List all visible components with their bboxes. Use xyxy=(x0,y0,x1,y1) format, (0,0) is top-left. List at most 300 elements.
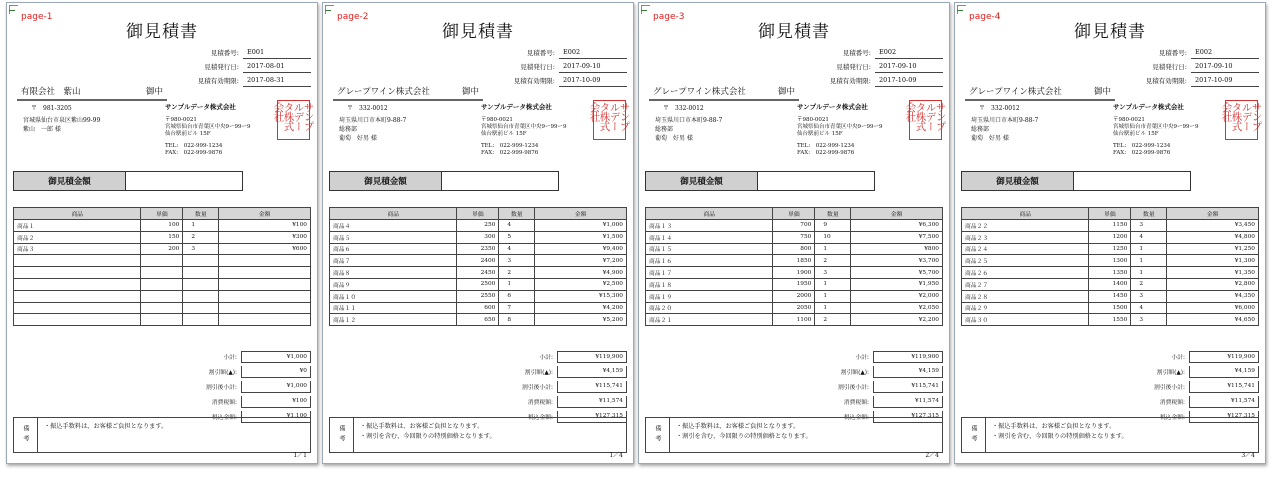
meta-label: 見積発行日: xyxy=(204,63,239,71)
client-honorific: 御中 xyxy=(145,87,163,97)
item-name-cell: 商品１３ xyxy=(646,220,773,232)
item-name-cell xyxy=(14,314,141,326)
remark-line: ・割引を含む、今回限りの特別価格となります。 xyxy=(676,433,812,440)
item-name-cell: 商品１４ xyxy=(646,231,773,243)
client-person: 葡萄 好男 様 xyxy=(655,135,693,142)
summary-label: 消費税額: xyxy=(211,400,237,406)
summary-label: 割引額(▲): xyxy=(1156,370,1185,376)
table-row xyxy=(330,255,627,267)
item-name-cell: 商品２７ xyxy=(962,278,1089,290)
discounted-subtotal-value: ¥1,000 xyxy=(241,381,311,393)
unit-price-cell xyxy=(141,302,183,314)
quantity-cell: 8 xyxy=(499,314,535,326)
company-tel: TEL: 022-999-1234 xyxy=(165,143,223,149)
quantity-cell: 5 xyxy=(499,231,535,243)
table-row xyxy=(14,255,311,267)
quantity-cell: 1 xyxy=(815,278,851,290)
quote-meta xyxy=(183,45,311,87)
item-name-cell: 商品６ xyxy=(330,243,457,255)
table-row xyxy=(14,231,311,243)
client-dept: 総務部 xyxy=(339,126,358,133)
quantity-cell: 1 xyxy=(815,302,851,314)
item-name-cell: 商品１２ xyxy=(330,314,457,326)
summary-label: 割引額(▲): xyxy=(840,370,869,376)
quantity-cell: 1 xyxy=(815,243,851,255)
quantity-cell: 7 xyxy=(499,302,535,314)
unit-price-cell: 1350 xyxy=(1089,267,1131,279)
amount-cell: ¥15,300 xyxy=(535,290,627,302)
client-dept: 総務部 xyxy=(655,126,674,133)
table-row xyxy=(646,220,943,232)
unit-price-cell: 600 xyxy=(457,302,499,314)
summary-label: 割引後小計: xyxy=(1154,385,1185,391)
quote-total-box xyxy=(13,171,243,191)
client-block xyxy=(17,85,167,134)
client-zip: 〒 332-0012 xyxy=(663,105,704,112)
unit-price-cell: 1550 xyxy=(1089,314,1131,326)
quote-number: E002 xyxy=(559,48,627,59)
page-title: 御見積書 xyxy=(126,22,198,42)
meta-label: 見積有効期限: xyxy=(1145,77,1187,85)
quote-total-value xyxy=(442,172,558,190)
summary-block xyxy=(815,349,943,424)
page-number: 1／1 xyxy=(293,452,307,459)
amount-cell: ¥1,250 xyxy=(1167,243,1259,255)
table-header-row xyxy=(646,208,943,220)
column-header-amount: 金額 xyxy=(535,208,627,220)
meta-label: 見積有効期限: xyxy=(197,77,239,85)
quantity-cell xyxy=(183,302,219,314)
amount-cell: ¥3,700 xyxy=(851,255,943,267)
unit-price-cell: 2350 xyxy=(457,243,499,255)
table-row xyxy=(14,302,311,314)
quote-number: E002 xyxy=(1191,48,1259,59)
unit-price-cell: 1250 xyxy=(1089,243,1131,255)
company-address: 宮城県仙台市青葉区中央9ー99ー9 xyxy=(165,124,251,130)
table-row xyxy=(962,302,1259,314)
summary-label: 税込金額: xyxy=(1159,415,1185,421)
company-zip: 〒980-0021 xyxy=(165,117,197,123)
client-name-line xyxy=(965,85,1115,101)
company-building: 仙台駅前ビル 15F xyxy=(1113,131,1159,137)
table-row xyxy=(330,302,627,314)
item-name-cell xyxy=(14,290,141,302)
unit-price-cell: 200 xyxy=(141,243,183,255)
remarks-label: 備考 xyxy=(14,418,38,452)
expiry-date: 2017-10-09 xyxy=(875,76,943,87)
unit-price-cell xyxy=(141,255,183,267)
company-block xyxy=(481,104,591,157)
subtotal-row xyxy=(499,349,627,364)
page-number: 2／4 xyxy=(925,452,939,459)
client-name-line xyxy=(333,85,483,101)
company-name: サンプルデータ株式会社 xyxy=(165,103,236,111)
meta-label: 見積発行日: xyxy=(520,63,555,71)
item-name-cell: 商品１６ xyxy=(646,255,773,267)
amount-cell: ¥4,800 xyxy=(1167,231,1259,243)
remarks-text xyxy=(38,418,310,452)
discount-row xyxy=(815,364,943,379)
table-row xyxy=(646,243,943,255)
item-name-cell: 商品２ xyxy=(14,231,141,243)
amount-cell: ¥7,500 xyxy=(851,231,943,243)
summary-label: 税込金額: xyxy=(527,415,553,421)
page-label: page-2 xyxy=(337,12,369,22)
quote-page[interactable] xyxy=(954,2,1266,464)
unit-price-cell: 2050 xyxy=(773,302,815,314)
quote-meta xyxy=(815,45,943,87)
grand-total-value: ¥127,315 xyxy=(873,411,943,423)
company-name: サンプルデータ株式会社 xyxy=(1113,103,1184,111)
unit-price-cell: 2550 xyxy=(457,290,499,302)
company-zip: 〒980-0021 xyxy=(1113,117,1145,123)
item-name-cell xyxy=(14,267,141,279)
discounted-subtotal-row xyxy=(183,379,311,394)
table-row xyxy=(646,278,943,290)
grand-total-value: ¥1,100 xyxy=(241,411,311,423)
quote-total-value xyxy=(758,172,874,190)
client-person: 葡萄 好男 様 xyxy=(971,135,1009,142)
unit-price-cell xyxy=(141,278,183,290)
table-row xyxy=(330,220,627,232)
table-row xyxy=(330,243,627,255)
grand-total-value: ¥127,315 xyxy=(1189,411,1259,423)
quote-page[interactable] xyxy=(638,2,950,464)
amount-cell: ¥600 xyxy=(219,243,311,255)
quantity-cell: 2 xyxy=(815,255,851,267)
column-header-item: 商品 xyxy=(330,208,457,220)
discounted-subtotal-row xyxy=(499,379,627,394)
summary-block xyxy=(183,349,311,424)
expiry-date: 2017-10-09 xyxy=(1191,76,1259,87)
remarks-box xyxy=(13,417,311,453)
quantity-cell xyxy=(183,255,219,267)
item-name-cell xyxy=(14,278,141,290)
unit-price-cell: 1200 xyxy=(1089,231,1131,243)
client-name: グレープワイン株式会社 xyxy=(653,87,746,97)
company-fax: FAX: 022-999-9876 xyxy=(481,150,539,156)
quantity-cell: 4 xyxy=(499,243,535,255)
company-address: 宮城県仙台市青葉区中央9ー99ー9 xyxy=(481,124,567,130)
amount-cell xyxy=(219,267,311,279)
item-name-cell: 商品９ xyxy=(330,278,457,290)
quote-total-label: 御見積金額 xyxy=(962,172,1074,190)
column-header-qty: 数量 xyxy=(499,208,535,220)
client-person: 紫山 一郎 様 xyxy=(23,126,61,133)
unit-price-cell: 1100 xyxy=(773,314,815,326)
unit-price-cell: 800 xyxy=(773,243,815,255)
expiry-date: 2017-10-09 xyxy=(559,76,627,87)
table-row xyxy=(646,231,943,243)
quantity-cell xyxy=(183,267,219,279)
page-corner-icon xyxy=(641,5,650,14)
quantity-cell: 1 xyxy=(499,278,535,290)
tax-value: ¥11,574 xyxy=(873,396,943,408)
meta-row xyxy=(499,59,627,73)
column-header-price: 単価 xyxy=(1089,208,1131,220)
quantity-cell: 4 xyxy=(1131,231,1167,243)
summary-label: 割引額(▲): xyxy=(524,370,553,376)
amount-cell xyxy=(219,302,311,314)
client-name-line xyxy=(649,85,799,101)
item-name-cell: 商品３ xyxy=(14,243,141,255)
tax-row xyxy=(815,394,943,409)
summary-block xyxy=(1131,349,1259,424)
quantity-cell: 1 xyxy=(1131,267,1167,279)
item-name-cell: 商品２５ xyxy=(962,255,1089,267)
client-address: 宮城県仙台市泉区紫山99-99 xyxy=(23,117,101,124)
meta-row xyxy=(183,59,311,73)
amount-cell: ¥800 xyxy=(851,243,943,255)
summary-label: 割引後小計: xyxy=(206,385,237,391)
items-table xyxy=(13,207,311,326)
table-row xyxy=(646,290,943,302)
amount-cell: ¥7,200 xyxy=(535,255,627,267)
client-zip: 〒 332-0012 xyxy=(347,105,388,112)
client-name: 有限会社 紫山 xyxy=(21,87,81,97)
unit-price-cell xyxy=(141,267,183,279)
meta-label: 見積番号: xyxy=(842,49,871,57)
client-address: 埼玉県川口市本町9-88-7 xyxy=(339,117,407,124)
company-block xyxy=(165,104,275,157)
client-honorific: 御中 xyxy=(1093,87,1111,97)
client-address: 埼玉県川口市本町9-88-7 xyxy=(655,117,723,124)
item-name-cell: 商品２９ xyxy=(962,302,1089,314)
page-label: page-4 xyxy=(969,12,1001,22)
remarks-box xyxy=(961,417,1259,453)
quote-number: E002 xyxy=(875,48,943,59)
discount-value: ¥0 xyxy=(241,366,311,378)
table-row xyxy=(330,267,627,279)
amount-cell: ¥100 xyxy=(219,220,311,232)
page-title: 御見積書 xyxy=(758,22,830,42)
item-name-cell: 商品２８ xyxy=(962,290,1089,302)
page-number: 3／4 xyxy=(1241,452,1255,459)
amount-cell: ¥2,800 xyxy=(1167,278,1259,290)
quantity-cell: 1 xyxy=(815,290,851,302)
summary-label: 消費税額: xyxy=(527,400,553,406)
discount-value: ¥4,159 xyxy=(1189,366,1259,378)
quote-number: E001 xyxy=(243,48,311,59)
company-seal-stamp: サンプルデータ株式会社 xyxy=(1225,100,1258,140)
amount-cell: ¥4,650 xyxy=(1167,314,1259,326)
quantity-cell: 1 xyxy=(1131,255,1167,267)
quantity-cell: 4 xyxy=(1131,302,1167,314)
amount-cell: ¥1,950 xyxy=(851,278,943,290)
quote-total-box xyxy=(645,171,875,191)
meta-label: 見積有効期限: xyxy=(829,77,871,85)
discounted-subtotal-row xyxy=(815,379,943,394)
table-row xyxy=(14,278,311,290)
quantity-cell xyxy=(183,278,219,290)
expiry-date: 2017-08-31 xyxy=(243,76,311,87)
table-row xyxy=(962,290,1259,302)
unit-price-cell: 1400 xyxy=(1089,278,1131,290)
remarks-label: 備考 xyxy=(330,418,354,452)
summary-label: 割引後小計: xyxy=(522,385,553,391)
amount-cell: ¥9,400 xyxy=(535,243,627,255)
company-address: 宮城県仙台市青葉区中央9ー99ー9 xyxy=(797,124,883,130)
tax-row xyxy=(499,394,627,409)
summary-label: 消費税額: xyxy=(1159,400,1185,406)
page-corner-icon xyxy=(9,5,18,14)
meta-label: 見積番号: xyxy=(526,49,555,57)
quote-total-value xyxy=(126,172,242,190)
page-title: 御見積書 xyxy=(1074,22,1146,42)
item-name-cell: 商品２１ xyxy=(646,314,773,326)
discounted-subtotal-row xyxy=(1131,379,1259,394)
company-tel: TEL: 022-999-1234 xyxy=(1113,143,1171,149)
item-name-cell: 商品１１ xyxy=(330,302,457,314)
table-row xyxy=(330,290,627,302)
discounted-subtotal-value: ¥115,741 xyxy=(1189,381,1259,393)
tax-value: ¥11,574 xyxy=(1189,396,1259,408)
unit-price-cell: 700 xyxy=(773,220,815,232)
table-header-row xyxy=(962,208,1259,220)
unit-price-cell: 2450 xyxy=(457,267,499,279)
meta-row xyxy=(1131,45,1259,59)
client-dept: 総務部 xyxy=(971,126,990,133)
meta-row xyxy=(815,45,943,59)
summary-label: 消費税額: xyxy=(843,400,869,406)
item-name-cell: 商品２４ xyxy=(962,243,1089,255)
amount-cell: ¥4,350 xyxy=(1167,290,1259,302)
page-label: page-3 xyxy=(653,12,685,22)
meta-row xyxy=(183,73,311,87)
client-honorific: 御中 xyxy=(461,87,479,97)
quote-total-value xyxy=(1074,172,1190,190)
table-row xyxy=(14,220,311,232)
unit-price-cell: 250 xyxy=(457,220,499,232)
unit-price-cell: 1300 xyxy=(1089,255,1131,267)
amount-cell: ¥1,000 xyxy=(535,220,627,232)
table-row xyxy=(14,314,311,326)
unit-price-cell: 1150 xyxy=(1089,220,1131,232)
summary-block xyxy=(499,349,627,424)
summary-label: 小計: xyxy=(223,355,237,361)
company-address: 宮城県仙台市青葉区中央9ー99ー9 xyxy=(1113,124,1199,130)
quote-total-label: 御見積金額 xyxy=(14,172,126,190)
table-row xyxy=(14,290,311,302)
quantity-cell: 6 xyxy=(499,290,535,302)
item-name-cell: 商品２３ xyxy=(962,231,1089,243)
table-row xyxy=(962,267,1259,279)
remark-line: ・振込手数料は、お客様ご負担となります。 xyxy=(676,423,800,430)
quote-meta xyxy=(499,45,627,87)
remark-line: ・振込手数料は、お客様ご負担となります。 xyxy=(360,423,484,430)
company-fax: FAX: 022-999-9876 xyxy=(1113,150,1171,156)
company-zip: 〒980-0021 xyxy=(481,117,513,123)
remarks-label: 備考 xyxy=(962,418,986,452)
tax-value: ¥100 xyxy=(241,396,311,408)
quote-page[interactable] xyxy=(322,2,634,464)
discount-value: ¥4,159 xyxy=(557,366,627,378)
unit-price-cell: 2500 xyxy=(457,278,499,290)
unit-price-cell: 2000 xyxy=(773,290,815,302)
client-info xyxy=(17,104,167,134)
table-row xyxy=(14,243,311,255)
amount-cell xyxy=(219,255,311,267)
item-name-cell: 商品１８ xyxy=(646,278,773,290)
table-row xyxy=(962,231,1259,243)
unit-price-cell: 1950 xyxy=(773,278,815,290)
item-name-cell xyxy=(14,302,141,314)
tax-row xyxy=(183,394,311,409)
client-block xyxy=(965,85,1115,143)
amount-cell xyxy=(219,314,311,326)
subtotal-value: ¥119,900 xyxy=(873,351,943,363)
items-table xyxy=(329,207,627,326)
quantity-cell: 3 xyxy=(1131,220,1167,232)
quantity-cell: 3 xyxy=(499,255,535,267)
tax-row xyxy=(1131,394,1259,409)
table-row xyxy=(14,267,311,279)
discount-row xyxy=(499,364,627,379)
quantity-cell: 2 xyxy=(183,231,219,243)
item-name-cell: 商品２６ xyxy=(962,267,1089,279)
column-header-price: 単価 xyxy=(141,208,183,220)
item-name-cell xyxy=(14,255,141,267)
table-row xyxy=(646,302,943,314)
company-block xyxy=(1113,104,1223,157)
discount-value: ¥4,159 xyxy=(873,366,943,378)
meta-row xyxy=(183,45,311,59)
quantity-cell: 1 xyxy=(1131,243,1167,255)
unit-price-cell: 2400 xyxy=(457,255,499,267)
remarks-box xyxy=(645,417,943,453)
remark-line: ・振込手数料は、お客様ご負担となります。 xyxy=(992,423,1116,430)
column-header-price: 単価 xyxy=(457,208,499,220)
quote-total-label: 御見積金額 xyxy=(330,172,442,190)
unit-price-cell: 300 xyxy=(457,231,499,243)
item-name-cell: 商品１０ xyxy=(330,290,457,302)
discount-row xyxy=(183,364,311,379)
quote-page[interactable] xyxy=(6,2,318,464)
table-row xyxy=(330,231,627,243)
meta-row xyxy=(815,73,943,87)
items-table xyxy=(645,207,943,326)
column-header-amount: 金額 xyxy=(219,208,311,220)
company-zip: 〒980-0021 xyxy=(797,117,829,123)
remark-line: ・割引を含む、今回限りの特別価格となります。 xyxy=(992,433,1128,440)
unit-price-cell: 1900 xyxy=(773,267,815,279)
client-info xyxy=(333,104,483,143)
amount-cell: ¥3,450 xyxy=(1167,220,1259,232)
quote-total-label: 御見積金額 xyxy=(646,172,758,190)
meta-label: 見積有効期限: xyxy=(513,77,555,85)
meta-label: 見積番号: xyxy=(210,49,239,57)
page-title: 御見積書 xyxy=(442,22,514,42)
company-building: 仙台駅前ビル 15F xyxy=(797,131,843,137)
page-corner-icon xyxy=(957,5,966,14)
client-block xyxy=(649,85,799,143)
issue-date: 2017-09-10 xyxy=(1191,62,1259,73)
amount-cell: ¥4,900 xyxy=(535,267,627,279)
unit-price-cell xyxy=(141,314,183,326)
quantity-cell: 4 xyxy=(499,220,535,232)
client-zip: 〒 981-3205 xyxy=(31,105,72,112)
column-header-qty: 数量 xyxy=(815,208,851,220)
issue-date: 2017-09-10 xyxy=(875,62,943,73)
summary-label: 小計: xyxy=(855,355,869,361)
amount-cell: ¥1,350 xyxy=(1167,267,1259,279)
item-name-cell: 商品１９ xyxy=(646,290,773,302)
remarks-text xyxy=(354,418,626,452)
table-row xyxy=(962,278,1259,290)
item-name-cell: 商品７ xyxy=(330,255,457,267)
client-info xyxy=(649,104,799,143)
table-header-row xyxy=(14,208,311,220)
